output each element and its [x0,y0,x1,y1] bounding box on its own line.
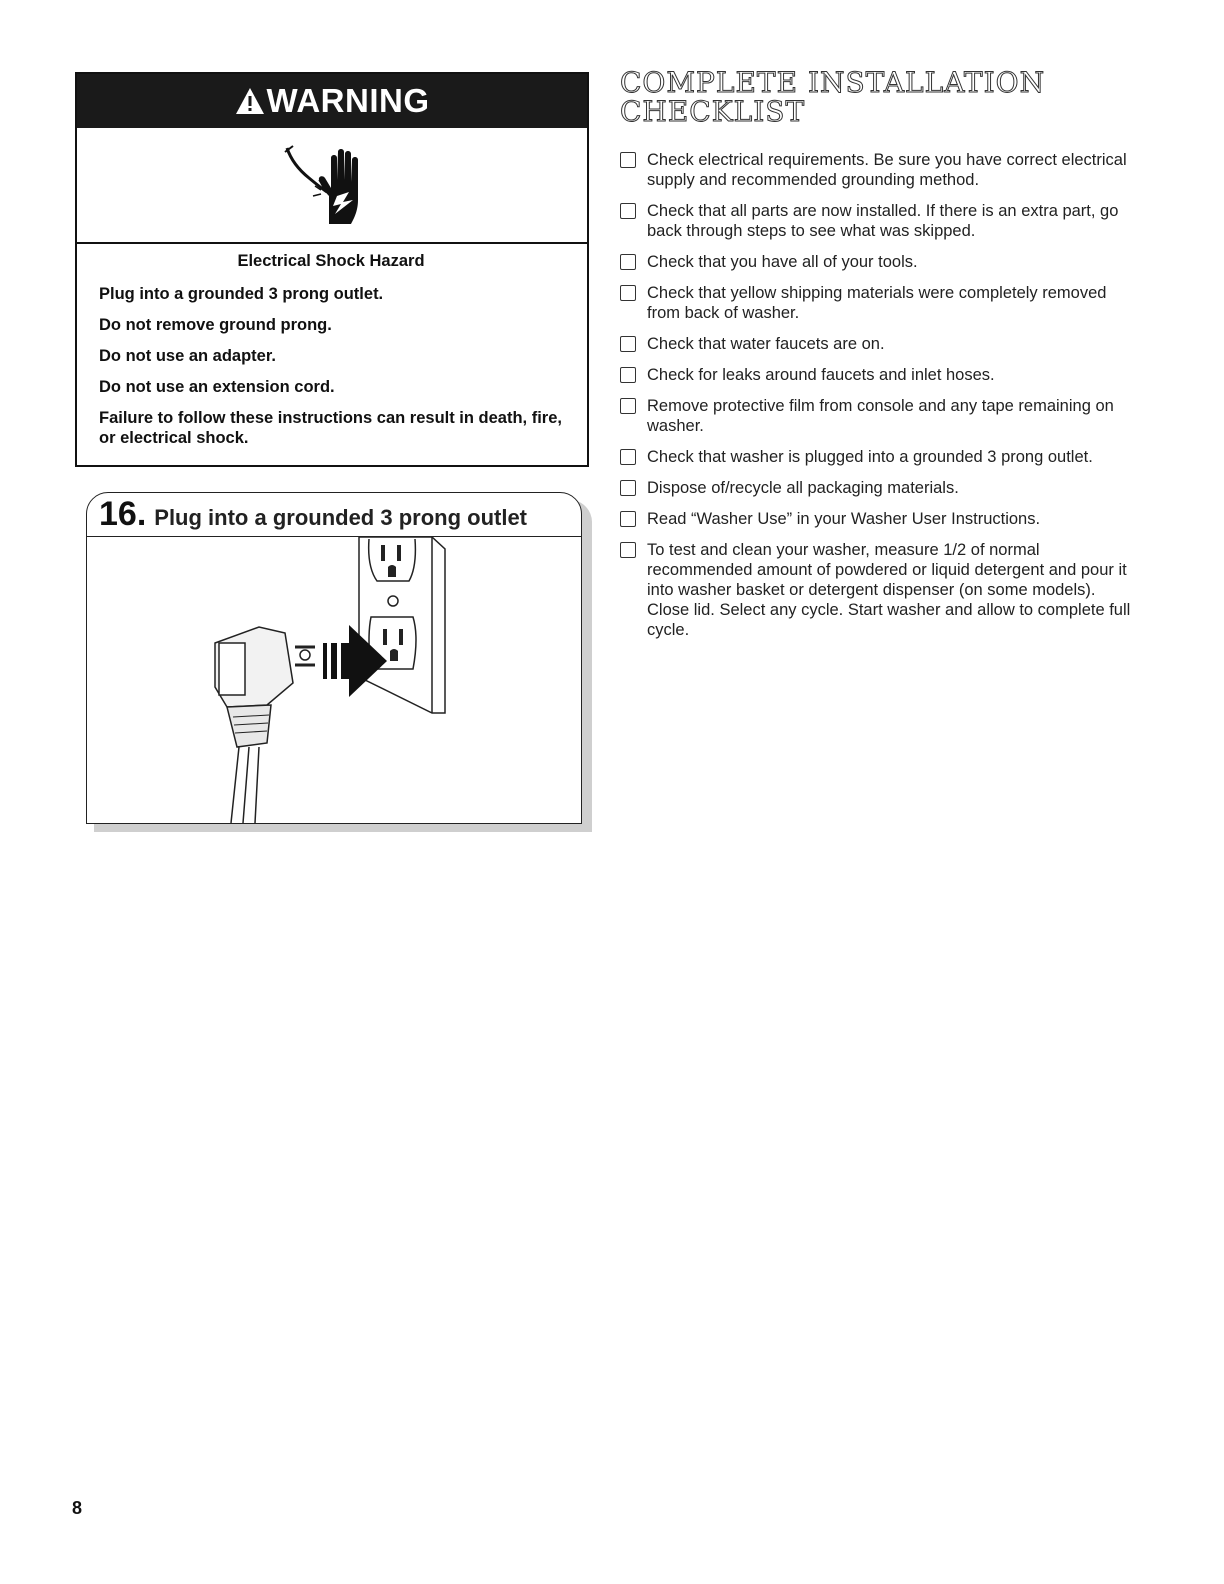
warning-box [75,72,589,467]
checklist-item [620,334,1140,354]
checklist-item-text: Check that you have all of your tools. [647,253,918,271]
electric-shock-hand-icon [277,140,387,230]
hazard-title: Electrical Shock Hazard [237,252,425,270]
checklist-item-text: Dispose of/recycle all packaging materials. [647,479,959,497]
warning-title-group [235,82,430,120]
checklist-item-text: Check that yellow shipping materials were completely removed from back of washer. [647,284,1107,322]
checklist-item-text: Check for leaks around faucets and inlet hoses. [647,366,995,384]
checklist-item [620,509,1140,529]
checklist-item-text: Read “Washer Use” in your Washer User Instructions. [647,510,1041,528]
checklist-title: COMPLETE INSTALLATION CHECKLIST [620,66,1046,128]
warning-line: Plug into a grounded 3 prong outlet. [99,285,384,303]
checklist-item [620,478,1140,498]
checklist-item [620,252,1140,272]
checklist-item [620,447,1140,467]
checklist-item [620,283,1140,323]
warning-line: Do not remove ground prong. [99,316,332,334]
checklist-item-text: Check that washer is plugged into a grounded 3 prong outlet. [647,448,1093,466]
checkbox-icon[interactable] [620,152,636,168]
warning-line: Do not use an extension cord. [99,378,335,396]
installation-checklist [620,150,1140,651]
checklist-item-text: Check that water faucets are on. [647,335,885,353]
page-number: 8 [72,1498,83,1518]
warning-title: WARNING [266,82,430,119]
step-title: Plug into a grounded 3 prong outlet [154,505,528,530]
checklist-item [620,150,1140,190]
checklist-item [620,540,1140,640]
checkbox-icon[interactable] [620,336,636,352]
step-panel [86,492,582,824]
checklist-item-text: To test and clean your washer, measure 1/2 of normal recommended amount of powdered or liquid detergent and pour it into washer basket or detergent dispenser (on some models). Close lid. Select any cycle. Start washer and allow to complete full cycle. [647,541,1131,639]
checklist-item-text: Remove protective film from console and any tape remaining on washer. [647,397,1114,435]
checklist-item-text: Check electrical requirements. Be sure you have correct electrical supply and recommended grounding method. [647,151,1127,189]
warning-line: Failure to follow these instructions can result in death, fire, or electrical shock. [99,409,562,447]
wall-outlet-icon [359,537,445,713]
checklist-item-text: Check that all parts are now installed. If there is an extra part, go back through steps to see what was skipped. [647,202,1119,240]
warning-icon-row [77,128,587,244]
checklist-item [620,396,1140,436]
checkbox-icon[interactable] [620,449,636,465]
warning-triangle-icon [235,87,265,115]
checklist-item [620,201,1140,241]
checkbox-icon[interactable] [620,254,636,270]
checkbox-icon[interactable] [620,542,636,558]
checkbox-icon[interactable] [620,511,636,527]
plug-illustration [87,537,580,823]
checkbox-icon[interactable] [620,367,636,383]
checkbox-icon[interactable] [620,203,636,219]
step-number: 16. [99,495,147,533]
warning-line: Do not use an adapter. [99,347,276,365]
warning-body [77,244,587,448]
step-header [87,493,581,537]
power-plug-icon [215,627,315,823]
checkbox-icon[interactable] [620,398,636,414]
checklist-item [620,365,1140,385]
plug-outlet-illustration [87,537,580,823]
checkbox-icon[interactable] [620,285,636,301]
warning-header [77,74,587,128]
checkbox-icon[interactable] [620,480,636,496]
